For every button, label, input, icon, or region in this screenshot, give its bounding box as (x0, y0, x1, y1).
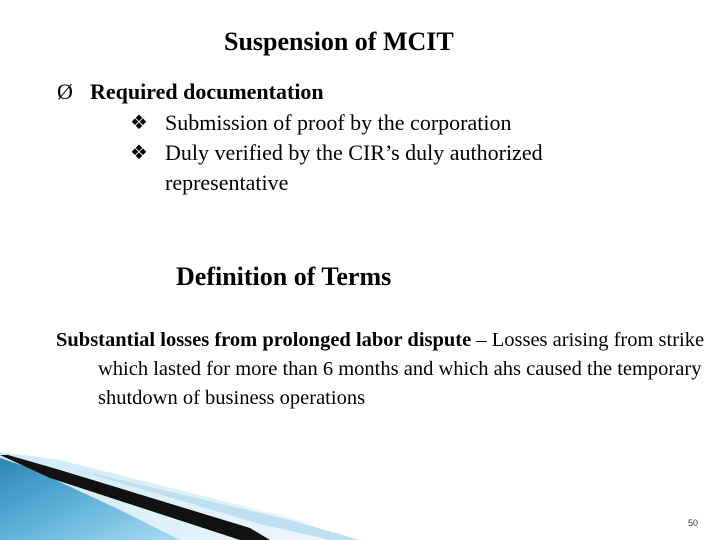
definition-term: Substantial losses from prolonged labor dispute (56, 329, 472, 351)
diamond-bullet-icon: ❖ (130, 142, 148, 164)
documentation-item (130, 108, 630, 138)
definition-paragraph (56, 326, 708, 413)
page-number: 50 (688, 518, 699, 528)
definition-separator: – (471, 329, 492, 351)
arrow-bullet-icon: Ø (57, 79, 73, 104)
slide-title: Suspension of MCIT (224, 27, 454, 56)
diamond-bullet-icon: ❖ (130, 112, 148, 134)
required-documentation-label: Required documentation (90, 79, 324, 104)
definition-description: Losses arising from strike which lasted for more than 6 months and which ahs caused the temporary shutdown of business operations (98, 329, 705, 409)
documentation-item-text: Duly verified by the CIR’s duly authorized representative (165, 140, 543, 195)
required-documentation-heading (57, 78, 324, 106)
documentation-item-text: Submission of proof by the corporation (165, 110, 512, 135)
definition-of-terms-heading: Definition of Terms (176, 262, 392, 291)
documentation-item (130, 138, 630, 198)
